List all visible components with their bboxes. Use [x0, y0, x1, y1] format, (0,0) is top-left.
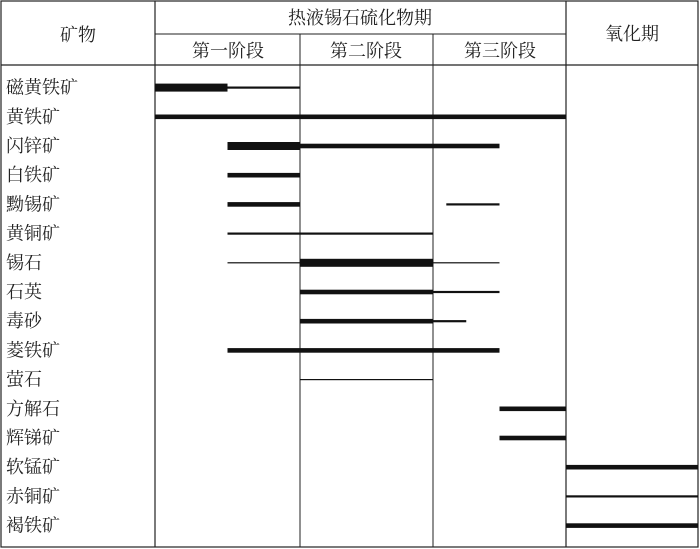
duration-bar: [228, 233, 434, 235]
duration-bar: [566, 495, 698, 497]
duration-bar: [228, 173, 301, 178]
duration-bar: [300, 259, 433, 267]
header-stage-1: 第一阶段: [192, 41, 264, 62]
duration-bar: [228, 262, 301, 263]
duration-bar: [433, 320, 466, 322]
header-stage-3: 第三阶段: [464, 41, 536, 62]
duration-bar: [300, 379, 433, 380]
mineral-label: 菱铁矿: [6, 340, 60, 362]
mineral-labels: [6, 78, 78, 537]
mineral-label: 辉锑矿: [6, 428, 60, 449]
duration-bar: [228, 142, 301, 150]
duration-bar: [155, 115, 566, 120]
header-stage-2: 第二阶段: [330, 41, 402, 62]
mineral-label: 黝锡矿: [6, 194, 60, 216]
duration-bar: [155, 84, 228, 92]
mineral-label: 闪锌矿: [6, 136, 60, 157]
mineral-label: 褐铁矿: [6, 515, 60, 537]
mineral-label: 萤石: [6, 369, 42, 391]
mineral-label: 白铁矿: [6, 165, 60, 187]
mineral-label: 石英: [6, 282, 42, 303]
duration-bar: [446, 203, 499, 205]
duration-bar: [300, 290, 433, 295]
duration-bar: [300, 144, 500, 149]
duration-bar: [500, 436, 567, 441]
header-oxidation-period: 氧化期: [605, 24, 659, 45]
header-mineral: 矿物: [60, 25, 96, 46]
duration-bar: [566, 523, 698, 528]
duration-bar: [433, 291, 500, 293]
duration-bar: [228, 87, 301, 89]
mineral-label: 磁黄铁矿: [6, 77, 78, 99]
mineral-label: 软锰矿: [6, 457, 60, 479]
duration-bar: [433, 262, 500, 263]
mineral-label: 黄铁矿: [6, 106, 60, 128]
mineral-label: 毒砂: [6, 311, 42, 333]
mineral-label: 黄铜矿: [6, 223, 60, 245]
duration-bar: [500, 407, 567, 412]
mineral-label: 方解石: [6, 398, 60, 420]
duration-bar: [228, 202, 301, 207]
duration-bar: [228, 348, 500, 353]
duration-bars: [155, 84, 698, 528]
duration-bar: [300, 319, 433, 324]
header-hydrothermal-period: 热液锡石硫化物期: [288, 8, 432, 29]
mineral-label: 赤铜矿: [6, 486, 60, 508]
mineral-label: 锡石: [6, 252, 42, 274]
duration-bar: [566, 465, 698, 470]
